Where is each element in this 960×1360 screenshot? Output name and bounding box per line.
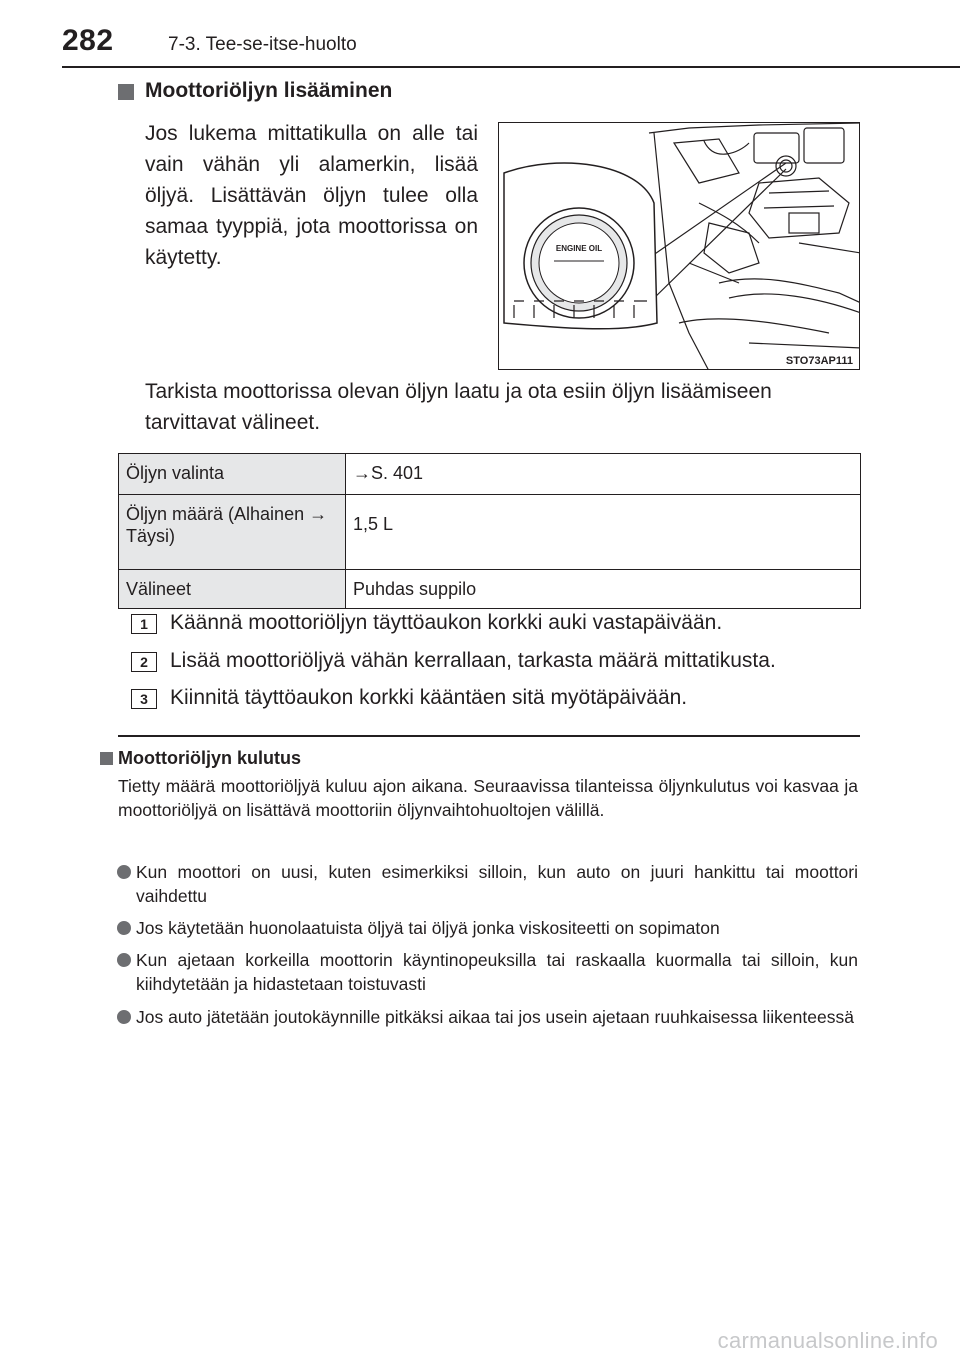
page-number: 282 [62,24,114,57]
list-item-text: Kun ajetaan korkeilla moottorin käyntinopeuksilla tai raskaalla kuormalla tai silloin, kun kiihdytetään ja hidastetaan toistuvasti [136,950,858,994]
table-row [119,454,861,495]
section-divider [118,735,860,737]
list-item [118,860,858,908]
oil-spec-table [118,453,861,609]
square-bullet-icon [100,752,113,765]
list-item-text: Kun moottori on uusi, kuten esimerkiksi silloin, kun auto on juuri hankittu tai moottori vaihdettu [136,862,858,906]
step-number: 2 [131,652,157,672]
step-number: 3 [131,689,157,709]
square-bullet-icon [118,84,134,100]
list-item-text: Jos auto jätetään joutokäynnille pitkäksi aikaa tai jos usein ajetaan ruuhkaisessa liikenteessä [136,1007,854,1027]
header-rule [62,66,960,68]
list-item [118,1005,858,1029]
step-text: Lisää moottoriöljyä vähän kerrallaan, tarkasta määrä mittatikusta. [170,649,776,672]
table-label-cell: Välineet [119,570,346,609]
circle-bullet-icon [117,865,131,879]
section-heading: Moottoriöljyn lisääminen [145,79,393,102]
circle-bullet-icon [117,1010,131,1024]
section-label: 7-3. Tee-se-itse-huolto [168,34,357,55]
cap-label: ENGINE OIL [555,244,603,253]
circle-bullet-icon [117,921,131,935]
table-label-cell: Öljyn valinta [119,454,346,495]
sub-heading: Moottoriöljyn kulutus [118,748,301,768]
list-item [118,948,858,996]
engine-bay-drawing [499,123,860,370]
check-paragraph: Tarkista moottorissa olevan öljyn laatu ja ota esiin öljyn lisäämiseen tarvittavat välineet. [145,380,772,434]
table-row [119,570,861,609]
table-value-cell: →S. 401 [346,454,861,495]
engine-oil-cap-illustration [498,122,860,370]
step-text: Käännä moottoriöljyn täyttöaukon korkki auki vastapäivään. [170,611,723,634]
list-item-text: Jos käytetään huonolaatuista öljyä tai öljyä jonka viskositeetti on sopimaton [136,918,720,938]
step-text: Kiinnitä täyttöaukon korkki kääntäen sitä myötäpäivään. [170,686,688,709]
circle-bullet-icon [117,953,131,967]
table-label-cell: Öljyn määrä (Alhainen → Täysi) [119,495,346,570]
step-number: 1 [131,614,157,634]
consumption-paragraph: Tietty määrä moottoriöljyä kuluu ajon aikana. Seuraavissa tilanteissa öljynkulutus voi kasvaa ja moottoriöljyä on lisättävä moottoriin öljynvaihtohuoltojen välillä. [118,776,858,820]
intro-paragraph: Jos lukema mittatikulla on alle tai vain vähän yli alamerkin, lisää öljyä. Lisättävän öljyn tulee olla samaa tyyppiä, jota moottorissa on käytetty. [145,122,478,269]
table-value-cell: Puhdas suppilo [346,570,861,609]
watermark: carmanualsonline.info [717,1328,938,1353]
list-item [118,916,858,940]
figure-code: STO73AP111 [785,355,853,367]
table-value-cell: 1,5 L [346,495,861,570]
table-row [119,495,861,570]
